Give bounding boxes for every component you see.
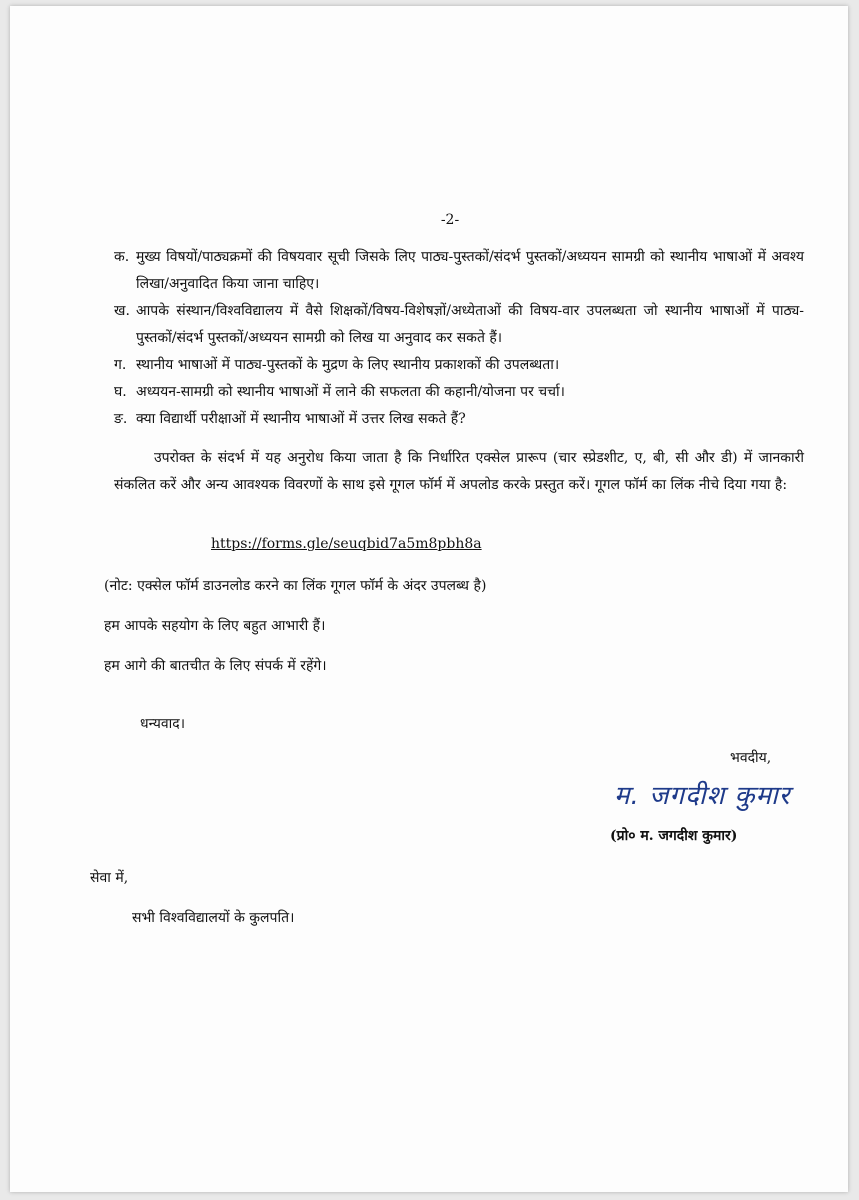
list-item <box>114 352 804 379</box>
dhanyavad-text: धन्यवाद। <box>140 716 186 732</box>
signatory-name: (प्रो० म. जगदीश कुमार) <box>610 828 738 844</box>
list-text: क्या विद्यार्थी परीक्षाओं में स्थानीय भाषाओं में उत्तर लिख सकते हैं? <box>136 411 466 427</box>
seva-mein-text: सेवा में, <box>90 870 129 886</box>
handwritten-signature: म. जगदीश कुमार <box>614 781 791 811</box>
list-text: अध्ययन-सामग्री को स्थानीय भाषाओं में लाने की सफलता की कहानी/योजना पर चर्चा। <box>136 384 565 400</box>
google-form-link[interactable]: https://forms.gle/seuqbid7a5m8pbh8a <box>211 536 482 552</box>
page-number: -2- <box>440 212 460 228</box>
request-paragraph <box>114 445 804 499</box>
list-item <box>114 298 804 352</box>
closing-text: भवदीय, <box>730 750 772 766</box>
list-marker: ङ. <box>114 411 128 427</box>
list-item <box>114 244 804 298</box>
list-text: स्थानीय भाषाओं में पाठ्य-पुस्तकों के मुद्रण के लिए स्थानीय प्रकाशकों की उपलब्धता। <box>136 357 560 373</box>
list-text: आपके संस्थान/विश्वविद्यालय में वैसे शिक्षकों/विषय-विशेषज्ञों/अध्येताओं की विषय-वार उपलब्धता जो स्थानीय भाषाओं में पाठ्य-पुस्तकों/संदर्भ पुस्तकों/अध्ययन सामग्री को लिख या अनुवाद कर सकते हैं। <box>136 303 804 346</box>
list-item <box>114 379 804 406</box>
recipient-text: सभी विश्वविद्यालयों के कुलपति। <box>132 910 295 926</box>
contact-text: हम आगे की बातचीत के लिए संपर्क में रहेंगे। <box>104 658 327 674</box>
thanks-text: हम आपके सहयोग के लिए बहुत आभारी हैं। <box>104 618 326 634</box>
list-text: मुख्य विषयों/पाठ्यक्रमों की विषयवार सूची जिसके लिए पाठ्य-पुस्तकों/संदर्भ पुस्तकों/अध्ययन सामग्री को स्थानीय भाषाओं में अवश्य लिखा/अनुवादित किया जाना चाहिए। <box>136 249 804 292</box>
list-marker: क. <box>114 249 130 265</box>
list-item <box>114 406 804 433</box>
note-text: (नोट: एक्सेल फॉर्म डाउनलोड करने का लिंक गूगल फॉर्म के अंदर उपलब्ध है) <box>104 578 487 594</box>
list-marker: घ. <box>114 384 127 400</box>
letter-page <box>10 6 848 1192</box>
request-text: उपरोक्त के संदर्भ में यह अनुरोध किया जाता है कि निर्धारित एक्सेल प्रारूप (चार स्प्रेडशीट, ए, बी, सी और डी) में जानकारी संकलित करें और अन्य आवश्यक विवरणों के साथ इसे गूगल फॉर्म में अपलोड करके प्रस्तुत करें। गूगल फॉर्म का लिंक नीचे दिया गया है: <box>114 450 804 493</box>
list-marker: ख. <box>114 303 130 319</box>
list-marker: ग. <box>114 357 127 373</box>
